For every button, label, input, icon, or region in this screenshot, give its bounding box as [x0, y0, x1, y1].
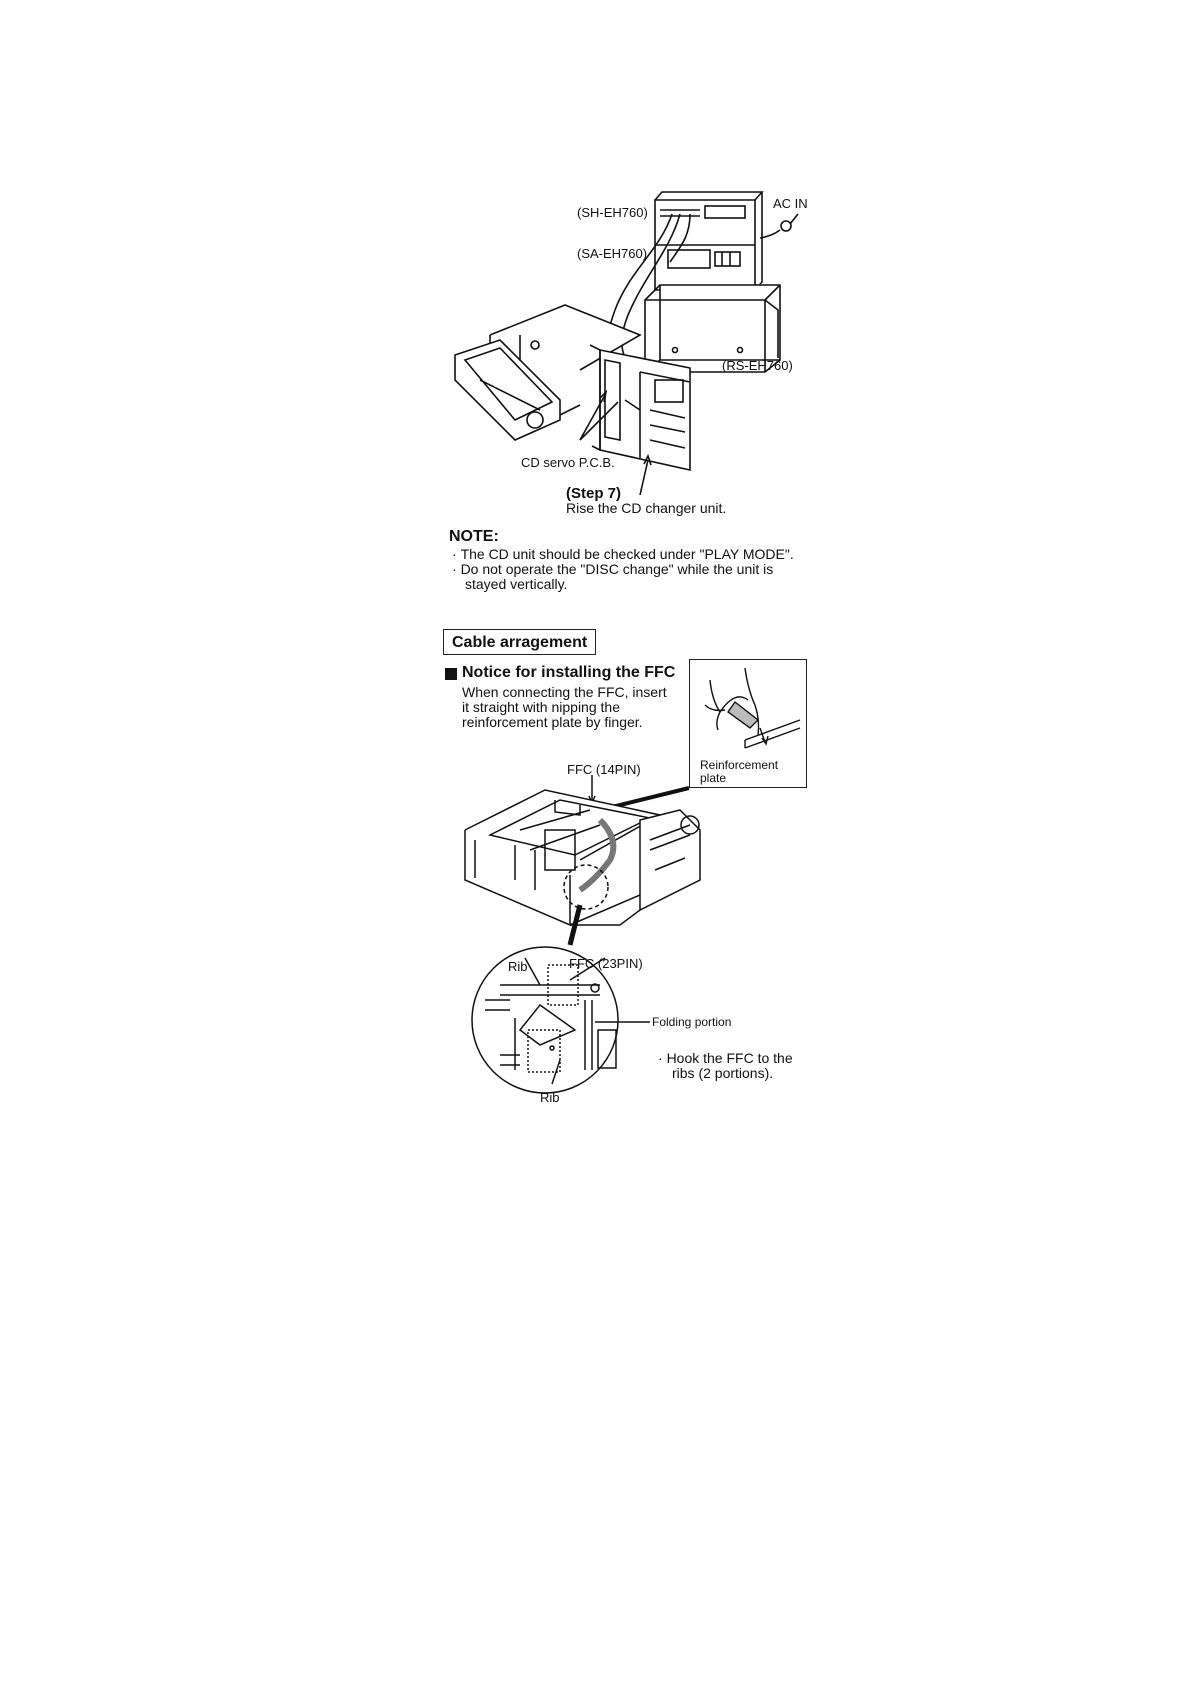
step-title: (Step 7)	[566, 485, 622, 502]
label-rs-eh760: (RS-EH760)	[722, 358, 793, 373]
hook-text: Hook the FFC to the	[666, 1050, 793, 1066]
hook-line-1	[658, 1050, 793, 1066]
notice-line-3: reinforcement plate by finger.	[462, 714, 643, 730]
inset-label-line-2: plate	[700, 771, 727, 785]
step-text: Rise the CD changer unit.	[566, 500, 727, 516]
bullet: ·	[658, 1050, 667, 1066]
label-ffc-14pin: FFC (14PIN)	[567, 762, 641, 777]
note-heading: NOTE:	[449, 528, 499, 545]
label-rib-bottom: Rib	[540, 1090, 560, 1105]
label-sh-eh760: (SH-EH760)	[577, 205, 648, 220]
bullet: ·	[452, 546, 461, 562]
label-cd-servo-pcb: CD servo P.C.B.	[521, 455, 615, 470]
notice-heading: Notice for installing the FFC	[462, 664, 676, 681]
label-ffc-23pin: FFC (23PIN)	[569, 956, 643, 971]
hook-line-2: ribs (2 portions).	[672, 1065, 774, 1081]
note-item-text: Do not operate the "DISC change" while the unit is	[460, 561, 774, 577]
label-rib-top: Rib	[508, 959, 528, 974]
note-item-text: The CD unit should be checked under "PLAY MODE".	[460, 546, 794, 562]
label-folding-portion: Folding portion	[652, 1015, 732, 1029]
notice-line-1: When connecting the FFC, insert	[462, 684, 667, 700]
notice-line-2: it straight with nipping the	[462, 699, 620, 715]
section-title: Cable arragement	[452, 634, 588, 651]
inset-label-line-1: Reinforcement	[700, 758, 779, 772]
label-sa-eh760: (SA-EH760)	[577, 246, 648, 261]
note-item-3: stayed vertically.	[465, 576, 568, 592]
bullet: ·	[452, 561, 461, 577]
label-ac-in: AC IN	[773, 196, 808, 211]
